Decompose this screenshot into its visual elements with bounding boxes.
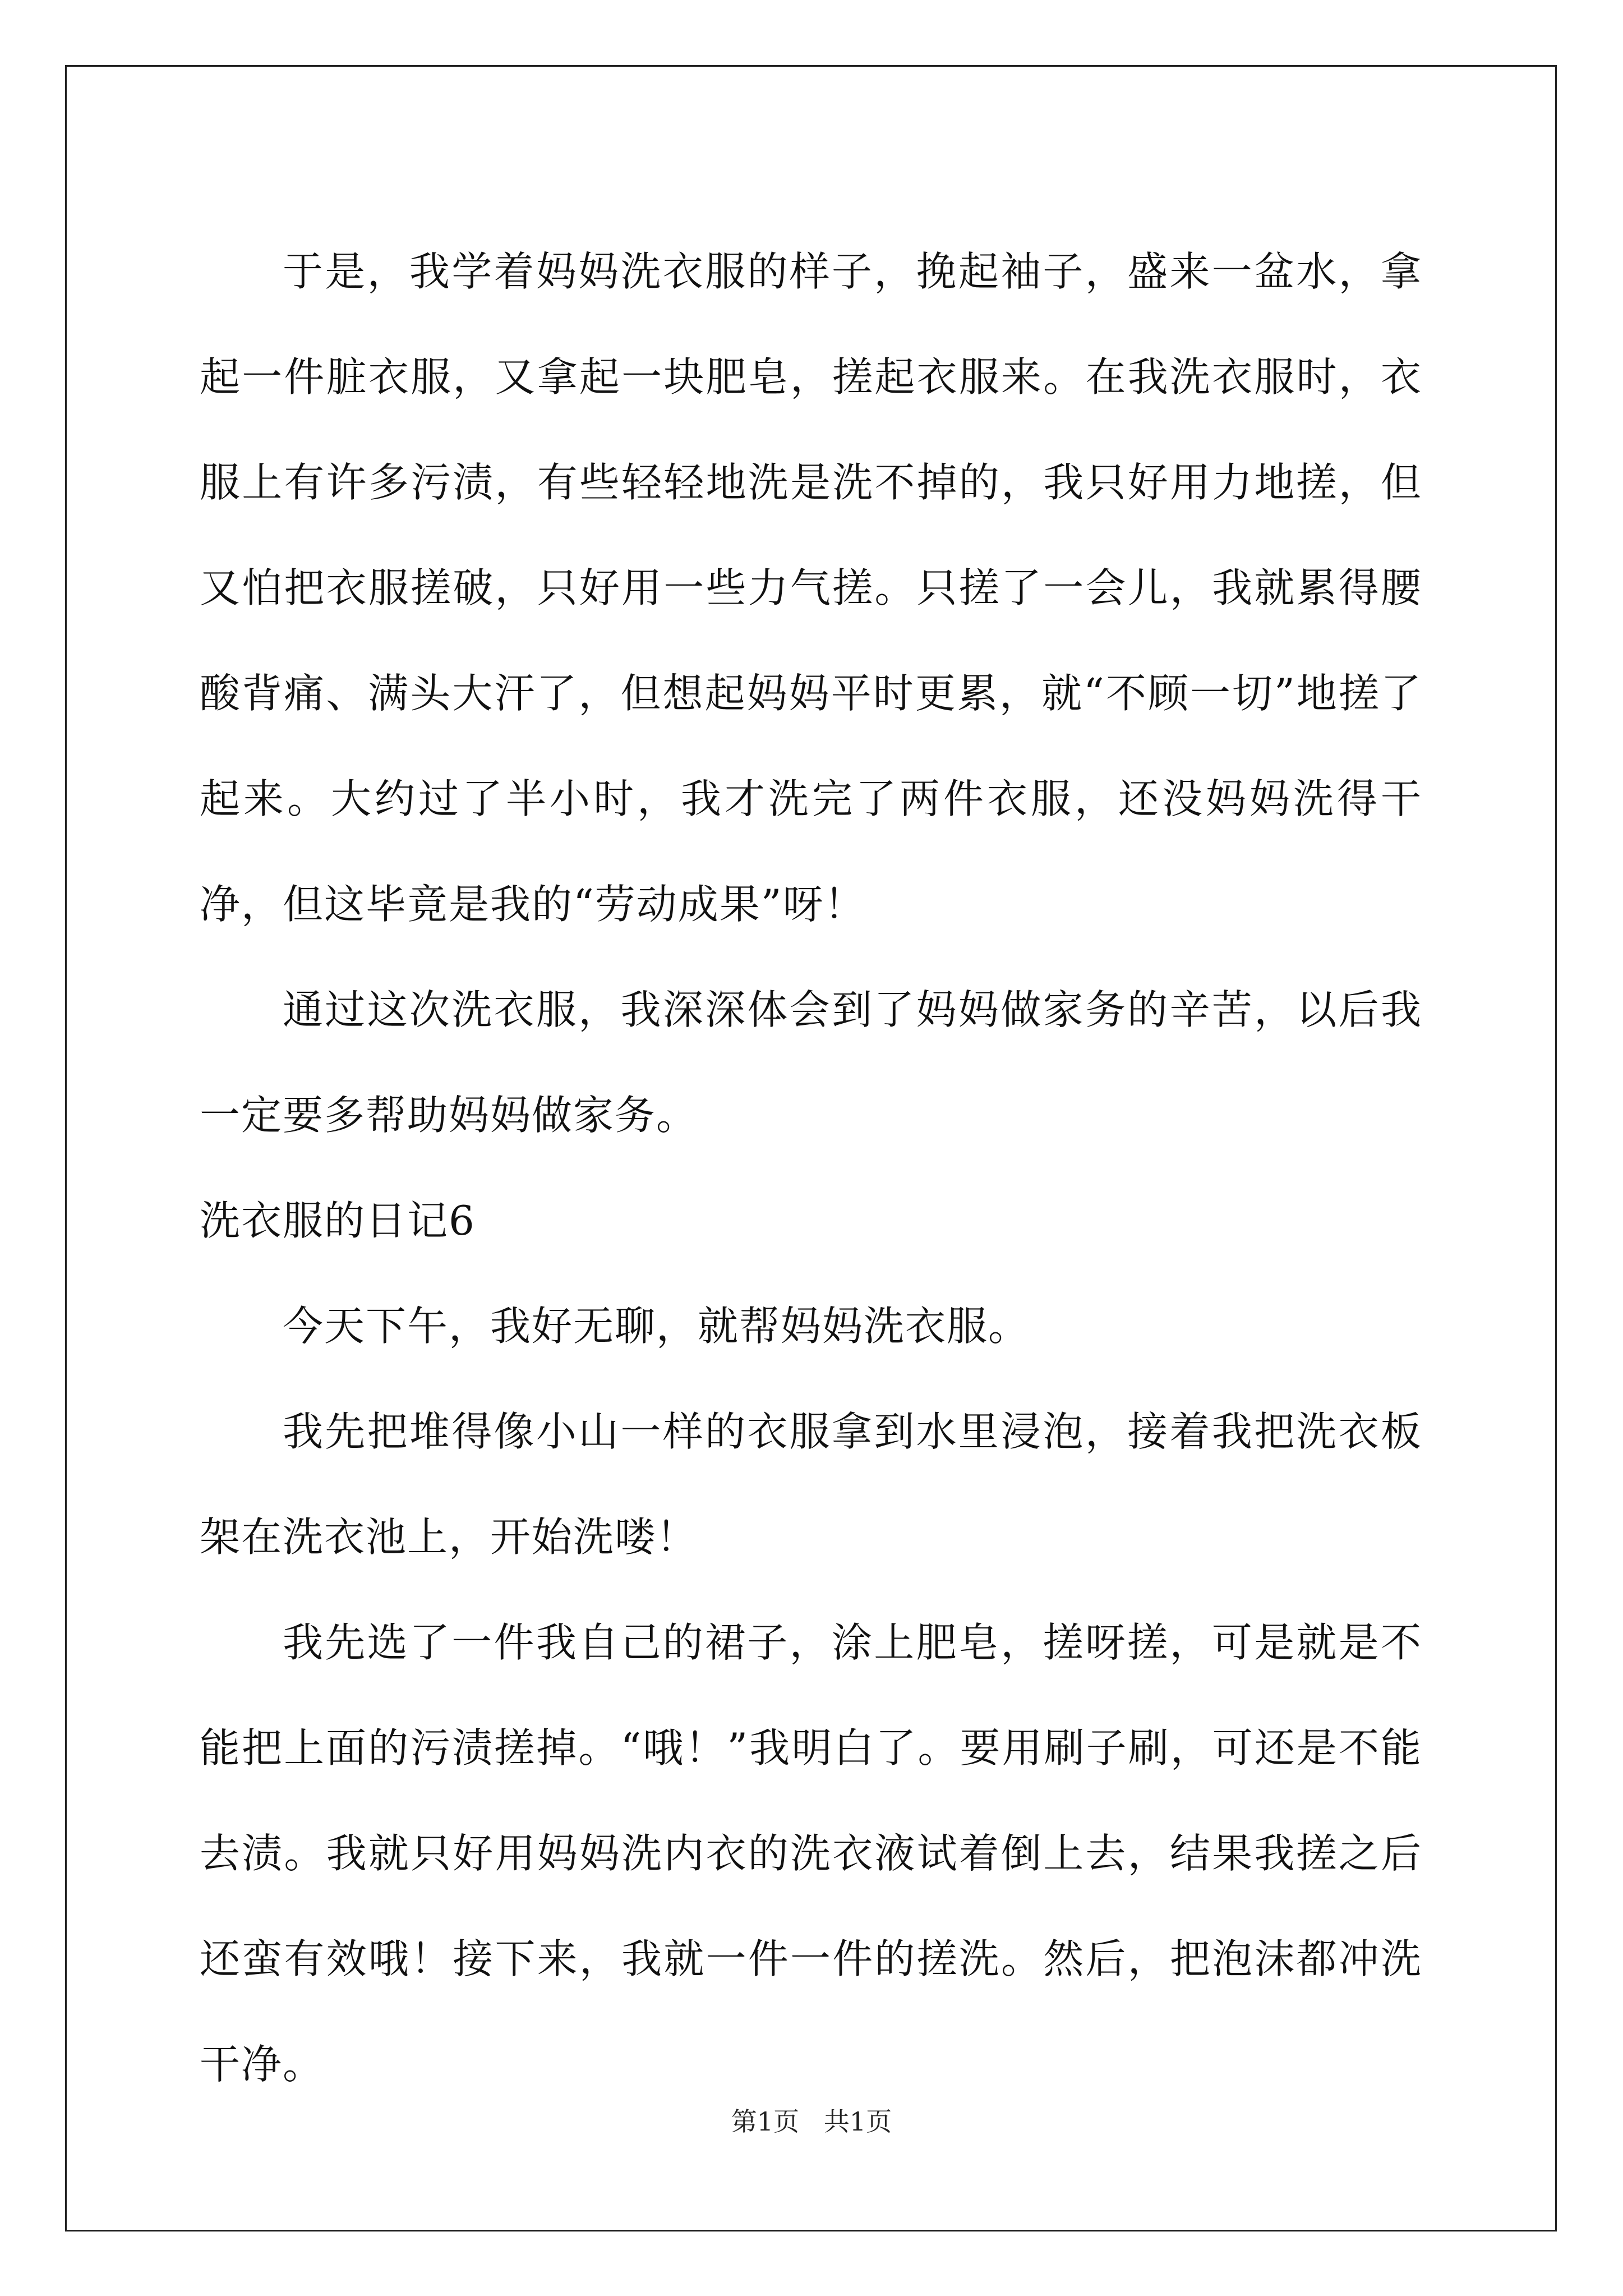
paragraph: 我先把堆得像小山一样的衣服拿到水里浸泡，接着我把洗衣板架在洗衣池上，开始洗喽！ [200, 1408, 1422, 1561]
paragraph: 于是，我学着妈妈洗衣服的样子，挽起袖子，盛来一盆水，拿起一件脏衣服，又拿起一块肥皂，搓起衣服来。在我洗衣服时，衣服上有许多污渍，有些轻轻地洗是洗不掉的，我只好用力地搓，但又怕把衣服搓破，只好用一些力气搓。只搓了一会儿，我就累得腰酸背痛、满头大汗了，但想起妈妈平时更累，就“不顾一切”地搓了起来。大约过了半小时，我才洗完了两件衣服，还没妈妈洗得干净，但这毕竟是我的“劳动成果”呀！ [200, 248, 1422, 928]
paragraph: 今天下午，我好无聊，就帮妈妈洗衣服。 [283, 1303, 1030, 1350]
paragraph: 我先选了一件我自己的裙子，涂上肥皂，搓呀搓，可是就是不能把上面的污渍搓掉。“哦！”我明白了。要用刷子刷，可还是不能去渍。我就只好用妈妈洗内衣的洗衣液试着倒上去，结果我搓之后还蛮有效哦！接下来，我就一件一件的搓洗。然后，把泡沫都冲洗干净。 [200, 1619, 1422, 2088]
section-heading: 洗衣服的日记6 [200, 1197, 476, 1244]
document-body [200, 219, 1422, 2117]
paragraph: 通过这次洗衣服，我深深体会到了妈妈做家务的辛苦，以后我一定要多帮助妈妈做家务。 [200, 986, 1422, 1139]
page-number-footer: 第1页 共1页 [731, 2106, 892, 2137]
